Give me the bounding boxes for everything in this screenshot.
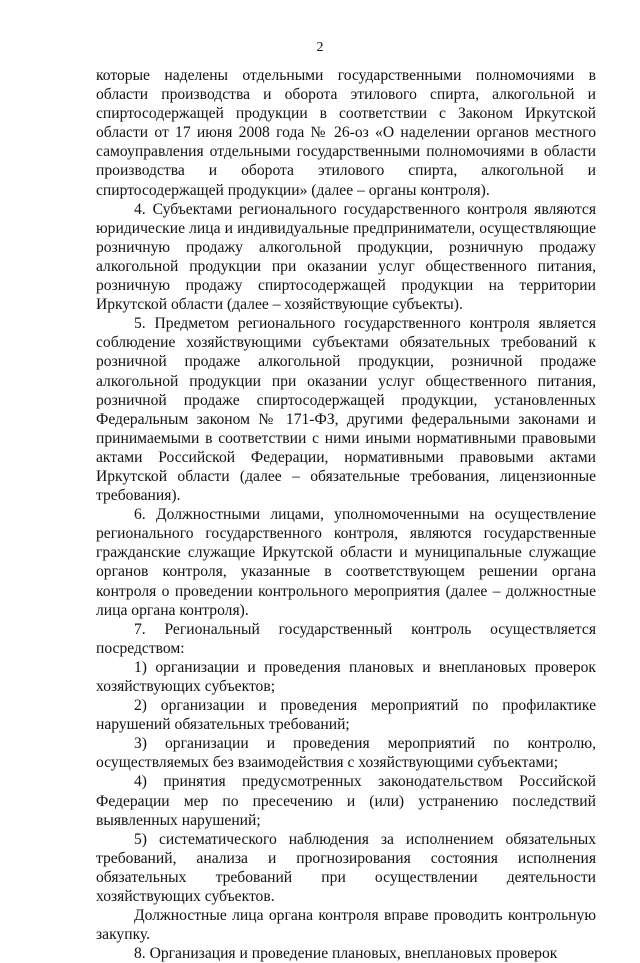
paragraph-item-7: 7. Региональный государственный контроль осуществляется посредством: <box>96 620 596 657</box>
list-item-5: 5) систематического наблюдения за исполнением обязательных требований, анализа и прогнозирования состояния исполнения обязательных требований при осуществлении деятельности хозяйствующих субъектов. <box>96 830 596 906</box>
list-item-2: 2) организации и проведения мероприятий по профилактике нарушений обязательных требований; <box>96 697 596 734</box>
list-item-4: 4) принятия предусмотренных законодательством Российской Федерации мер по пресечению и (или) устранению последствий выявленных нарушений; <box>96 773 596 829</box>
page-number: 2 <box>316 40 324 55</box>
paragraph-continuation: которые наделены отдельными государственными полномочиями в области производства и оборота этилового спирта, алкогольной и спиртосодержащей продукции в соответствии с Законом Иркутской области от 17 июня 2008 года № 26-оз «О наделении органов местного самоуправления отдельными государственными полномочиями в области производства и оборота этилового спирта, алкогольной и спиртосодержащей продукции» (далее – органы контроля). <box>96 67 596 199</box>
paragraph-item-8: 8. Организация и проведение плановых, внеплановых проверок <box>134 945 558 963</box>
document-body <box>96 66 596 963</box>
list-item-1: 1) организации и проведения плановых и внеплановых проверок хозяйствующих субъектов; <box>96 658 596 695</box>
paragraph-control-purchase: Должностные лица органа контроля вправе проводить контрольную закупку. <box>96 907 596 944</box>
paragraph-item-5: 5. Предметом регионального государственного контроля является соблюдение хозяйствующими субъектами обязательных требований к розничной продаже алкогольной продукции, розничной продаже алкогольной продукции при оказании услуг общественного питания, розничной продаже спиртосодержащей продукции, установленных Федеральным законом № 171-ФЗ, другими федеральными законами и принимаемыми в соответствии с ними иными нормативными правовыми актами Российской Федерации, нормативными правовыми актами Иркутской области (далее – обязательные требования, лицензионные требования). <box>96 315 596 505</box>
paragraph-item-6: 6. Должностными лицами, уполномоченными на осуществление регионального государственного контроля, являются государственные гражданские служащие Иркутской области и муниципальные служащие органов контроля, указанные в соответствующем решении органа контроля о проведении контрольного мероприятия (далее – должностные лица органа контроля). <box>96 506 596 619</box>
list-item-3: 3) организации и проведения мероприятий по контролю, осуществляемых без взаимодействия с хозяйствующими субъектами; <box>96 735 596 772</box>
paragraph-item-4: 4. Субъектами регионального государственного контроля являются юридические лица и индивидуальные предприниматели, осуществляющие розничную продажу алкогольной продукции, розничную продажу алкогольной продукции при оказании услуг общественного питания, розничную продажу спиртосодержащей продукции на территории Иркутской области (далее – хозяйствующие субъекты). <box>96 200 596 314</box>
